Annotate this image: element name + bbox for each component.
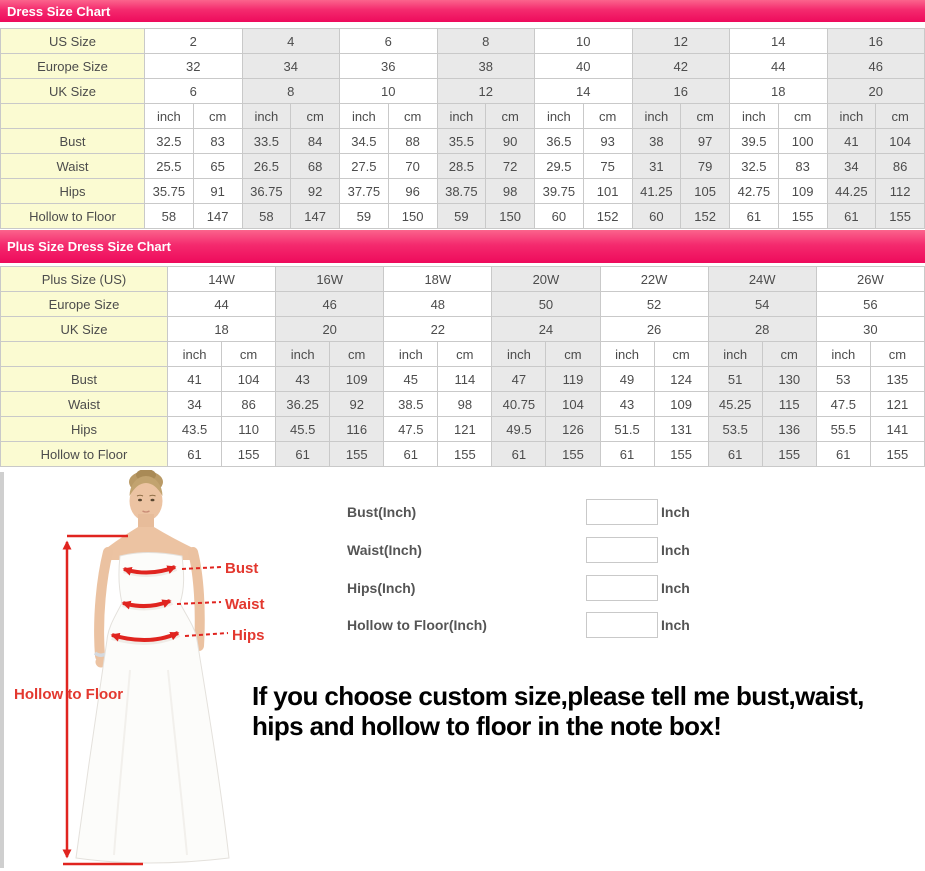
table-cell: 98	[438, 392, 492, 417]
table-cell: 109	[330, 367, 384, 392]
table-cell: 12	[437, 79, 535, 104]
table-cell: Hips	[1, 179, 145, 204]
table-cell: 18	[168, 317, 276, 342]
table-cell: 14	[535, 79, 633, 104]
table-cell: 155	[762, 442, 816, 467]
table-cell: 155	[546, 442, 600, 467]
table-cell: 47.5	[384, 417, 438, 442]
table-cell: cm	[583, 104, 632, 129]
table-cell: 114	[438, 367, 492, 392]
table-cell: 12	[632, 29, 730, 54]
table-cell: 61	[827, 204, 876, 229]
table-cell: inch	[730, 104, 779, 129]
table-cell: 68	[291, 154, 340, 179]
table-cell: 38	[437, 54, 535, 79]
table-cell: 86	[222, 392, 276, 417]
table-cell: 124	[654, 367, 708, 392]
table-cell: inch	[242, 104, 291, 129]
table-cell: Hips	[1, 417, 168, 442]
dress-size-table	[0, 28, 925, 229]
table-cell: 16	[632, 79, 730, 104]
table-cell: 45.5	[276, 417, 330, 442]
table-cell: 58	[242, 204, 291, 229]
table-cell: UK Size	[1, 317, 168, 342]
table-cell: 83	[778, 154, 827, 179]
table-cell: 93	[583, 129, 632, 154]
custom-size-note-line2: hips and hollow to floor in the note box!	[252, 710, 722, 741]
waist-unit-label: Inch	[661, 542, 690, 558]
table-cell: 72	[486, 154, 535, 179]
table-cell: Bust	[1, 129, 145, 154]
table-cell: 24W	[708, 267, 816, 292]
table-cell: cm	[486, 104, 535, 129]
table-cell: 155	[438, 442, 492, 467]
table-cell: 152	[583, 204, 632, 229]
table-cell: cm	[438, 342, 492, 367]
table-cell: 155	[876, 204, 925, 229]
table-cell: 40	[535, 54, 633, 79]
table-cell: 61	[600, 442, 654, 467]
hips-unit-label: Inch	[661, 580, 690, 596]
table-cell: 51.5	[600, 417, 654, 442]
table-cell: 104	[222, 367, 276, 392]
table-cell: 27.5	[340, 154, 389, 179]
table-cell: inch	[632, 104, 681, 129]
table-cell: 126	[546, 417, 600, 442]
table-cell: 61	[384, 442, 438, 467]
table-cell: 42.75	[730, 179, 779, 204]
table-cell: Waist	[1, 392, 168, 417]
table-cell: 14W	[168, 267, 276, 292]
bust-input[interactable]	[586, 499, 658, 525]
table-cell: 37.75	[340, 179, 389, 204]
table-cell: 90	[486, 129, 535, 154]
table-cell: 18W	[384, 267, 492, 292]
table-cell: inch	[168, 342, 222, 367]
table-cell	[1, 104, 145, 129]
table-cell: 136	[762, 417, 816, 442]
table-cell: 97	[681, 129, 730, 154]
plus-size-table	[0, 266, 925, 467]
table-cell: 26	[600, 317, 708, 342]
table-cell: 46	[827, 54, 925, 79]
table-cell: 155	[778, 204, 827, 229]
table-cell: 20	[827, 79, 925, 104]
table-cell: 46	[276, 292, 384, 317]
table-cell: 61	[816, 442, 870, 467]
table-cell: 33.5	[242, 129, 291, 154]
table-cell: 54	[708, 292, 816, 317]
table-cell: 60	[632, 204, 681, 229]
table-cell: 36.25	[276, 392, 330, 417]
waist-form-row	[0, 537, 925, 565]
hips-input[interactable]	[586, 575, 658, 601]
waist-field-label: Waist(Inch)	[347, 542, 422, 558]
table-cell: 150	[388, 204, 437, 229]
table-cell: 38.75	[437, 179, 486, 204]
table-cell: 84	[291, 129, 340, 154]
table-cell: 59	[340, 204, 389, 229]
table-cell: 98	[486, 179, 535, 204]
table-cell: 39.5	[730, 129, 779, 154]
table-cell: 20	[276, 317, 384, 342]
table-cell: inch	[492, 342, 546, 367]
table-cell: cm	[876, 104, 925, 129]
table-cell: 48	[384, 292, 492, 317]
table-cell: cm	[291, 104, 340, 129]
table-cell: 65	[193, 154, 242, 179]
table-cell: 86	[876, 154, 925, 179]
table-cell: 101	[583, 179, 632, 204]
table-cell: 2	[145, 29, 243, 54]
table-cell: 41	[168, 367, 222, 392]
table-cell: 83	[193, 129, 242, 154]
table-cell: inch	[600, 342, 654, 367]
table-cell: 59	[437, 204, 486, 229]
table-cell: 52	[600, 292, 708, 317]
table-cell: inch	[340, 104, 389, 129]
hollow-to-floor-input[interactable]	[586, 612, 658, 638]
table-cell: 40.75	[492, 392, 546, 417]
table-cell: 116	[330, 417, 384, 442]
table-cell: 96	[388, 179, 437, 204]
table-cell: Waist	[1, 154, 145, 179]
waist-annotation-label: Waist	[225, 596, 265, 613]
table-cell: 43	[276, 367, 330, 392]
table-cell: 88	[388, 129, 437, 154]
model-illustration	[76, 470, 229, 863]
table-cell: 26W	[816, 267, 924, 292]
table-cell: 112	[876, 179, 925, 204]
table-cell: 105	[681, 179, 730, 204]
table-cell: 155	[330, 442, 384, 467]
table-cell: 20W	[492, 267, 600, 292]
table-cell: 22	[384, 317, 492, 342]
table-cell: 45	[384, 367, 438, 392]
table-cell: inch	[708, 342, 762, 367]
table-cell: 39.75	[535, 179, 584, 204]
table-cell: 34	[242, 54, 340, 79]
table-cell: 150	[486, 204, 535, 229]
table-cell: 22W	[600, 267, 708, 292]
table-cell: 34	[827, 154, 876, 179]
table-cell: 61	[708, 442, 762, 467]
table-cell: 109	[654, 392, 708, 417]
table-cell: 36.5	[535, 129, 584, 154]
table-cell: 61	[168, 442, 222, 467]
table-cell: 92	[291, 179, 340, 204]
table-cell: 50	[492, 292, 600, 317]
model-figure	[0, 470, 340, 871]
table-cell: 29.5	[535, 154, 584, 179]
table-cell: 53.5	[708, 417, 762, 442]
table-cell: 155	[654, 442, 708, 467]
table-cell: Plus Size (US)	[1, 267, 168, 292]
table-cell: 26.5	[242, 154, 291, 179]
table-cell: 34	[168, 392, 222, 417]
table-cell: 104	[876, 129, 925, 154]
table-cell: cm	[681, 104, 730, 129]
table-cell: 92	[330, 392, 384, 417]
table-cell: 8	[437, 29, 535, 54]
dress-size-chart-title: Dress Size Chart	[7, 3, 111, 19]
table-cell: 91	[193, 179, 242, 204]
table-cell: 61	[492, 442, 546, 467]
table-cell: cm	[654, 342, 708, 367]
table-cell: cm	[193, 104, 242, 129]
table-cell: inch	[535, 104, 584, 129]
table-cell: 45.25	[708, 392, 762, 417]
table-cell: Europe Size	[1, 54, 145, 79]
table-cell: 147	[291, 204, 340, 229]
table-cell: inch	[384, 342, 438, 367]
table-cell: 61	[730, 204, 779, 229]
table-cell: 121	[438, 417, 492, 442]
table-cell: Europe Size	[1, 292, 168, 317]
table-cell: 131	[654, 417, 708, 442]
table-cell: 36.75	[242, 179, 291, 204]
hips-field-label: Hips(Inch)	[347, 580, 416, 596]
table-cell: cm	[222, 342, 276, 367]
table-cell: 16W	[276, 267, 384, 292]
bust-field-label: Bust(Inch)	[347, 504, 417, 520]
table-cell: 10	[535, 29, 633, 54]
table-cell: 14	[730, 29, 828, 54]
table-cell: 79	[681, 154, 730, 179]
table-cell: US Size	[1, 29, 145, 54]
table-cell: 32.5	[145, 129, 194, 154]
table-cell: 32	[145, 54, 243, 79]
table-cell: inch	[276, 342, 330, 367]
bust-annotation-label: Bust	[225, 560, 259, 577]
table-cell: 70	[388, 154, 437, 179]
table-cell: 56	[816, 292, 924, 317]
table-cell: 28.5	[437, 154, 486, 179]
table-cell: 44	[730, 54, 828, 79]
table-cell: 75	[583, 154, 632, 179]
table-cell: 55.5	[816, 417, 870, 442]
table-cell: 44	[168, 292, 276, 317]
hips-form-row	[0, 575, 925, 603]
table-cell: 115	[762, 392, 816, 417]
table-cell: cm	[330, 342, 384, 367]
measurement-guide-section	[0, 470, 925, 871]
plus-size-chart-header-bar	[0, 230, 925, 263]
table-cell: 43.5	[168, 417, 222, 442]
table-cell: 6	[340, 29, 438, 54]
table-cell: 32.5	[730, 154, 779, 179]
table-cell: 49	[600, 367, 654, 392]
table-cell: 6	[145, 79, 243, 104]
table-cell: 109	[778, 179, 827, 204]
table-cell: 100	[778, 129, 827, 154]
table-cell: 60	[535, 204, 584, 229]
plus-size-chart-title: Plus Size Dress Size Chart	[7, 239, 172, 254]
table-cell: inch	[145, 104, 194, 129]
table-cell: 28	[708, 317, 816, 342]
table-cell: 24	[492, 317, 600, 342]
dress-size-chart-header-bar	[0, 0, 925, 22]
table-cell: Bust	[1, 367, 168, 392]
table-cell: Hollow to Floor	[1, 442, 168, 467]
bust-dashed-line	[182, 567, 221, 569]
table-cell: 47	[492, 367, 546, 392]
table-cell: 51	[708, 367, 762, 392]
table-cell: 25.5	[145, 154, 194, 179]
table-cell: 42	[632, 54, 730, 79]
table-cell: 58	[145, 204, 194, 229]
table-cell: 141	[870, 417, 924, 442]
table-cell: Hollow to Floor	[1, 204, 145, 229]
table-cell: 8	[242, 79, 340, 104]
table-cell: 36	[340, 54, 438, 79]
table-cell: 38	[632, 129, 681, 154]
table-cell: 104	[546, 392, 600, 417]
table-cell: 155	[222, 442, 276, 467]
table-cell: 155	[870, 442, 924, 467]
table-cell: 152	[681, 204, 730, 229]
table-cell: cm	[546, 342, 600, 367]
table-cell: cm	[778, 104, 827, 129]
table-cell: 34.5	[340, 129, 389, 154]
table-cell: 38.5	[384, 392, 438, 417]
table-cell: 44.25	[827, 179, 876, 204]
table-cell: 119	[546, 367, 600, 392]
hollow-to-floor-unit-label: Inch	[661, 617, 690, 633]
table-cell: 121	[870, 392, 924, 417]
table-cell: inch	[827, 104, 876, 129]
custom-size-note-line1: If you choose custom size,please tell me bust,waist,	[252, 681, 864, 711]
hollow-to-floor-annotation-label: Hollow to Floor	[14, 686, 124, 703]
table-cell: inch	[816, 342, 870, 367]
table-cell: 47.5	[816, 392, 870, 417]
table-cell: 135	[870, 367, 924, 392]
table-cell: 41	[827, 129, 876, 154]
table-cell: 16	[827, 29, 925, 54]
table-cell: 35.5	[437, 129, 486, 154]
hollow-to-floor-form-row	[0, 612, 925, 640]
table-cell: 30	[816, 317, 924, 342]
table-cell: 10	[340, 79, 438, 104]
table-cell: 35.75	[145, 179, 194, 204]
table-cell: cm	[388, 104, 437, 129]
waist-input[interactable]	[586, 537, 658, 563]
hollow-to-floor-field-label: Hollow to Floor(Inch)	[347, 617, 487, 633]
table-cell: 110	[222, 417, 276, 442]
table-cell: 130	[762, 367, 816, 392]
table-cell: 61	[276, 442, 330, 467]
table-cell: inch	[437, 104, 486, 129]
table-cell: 43	[600, 392, 654, 417]
table-cell: 18	[730, 79, 828, 104]
table-cell: 4	[242, 29, 340, 54]
table-cell: cm	[870, 342, 924, 367]
bust-form-row	[0, 499, 925, 527]
table-cell	[1, 342, 168, 367]
bust-unit-label: Inch	[661, 504, 690, 520]
table-cell: 147	[193, 204, 242, 229]
table-cell: 49.5	[492, 417, 546, 442]
custom-size-note	[252, 682, 864, 741]
table-cell: 53	[816, 367, 870, 392]
table-cell: 41.25	[632, 179, 681, 204]
table-cell: UK Size	[1, 79, 145, 104]
table-cell: 31	[632, 154, 681, 179]
hips-annotation-label: Hips	[232, 627, 265, 644]
table-cell: cm	[762, 342, 816, 367]
